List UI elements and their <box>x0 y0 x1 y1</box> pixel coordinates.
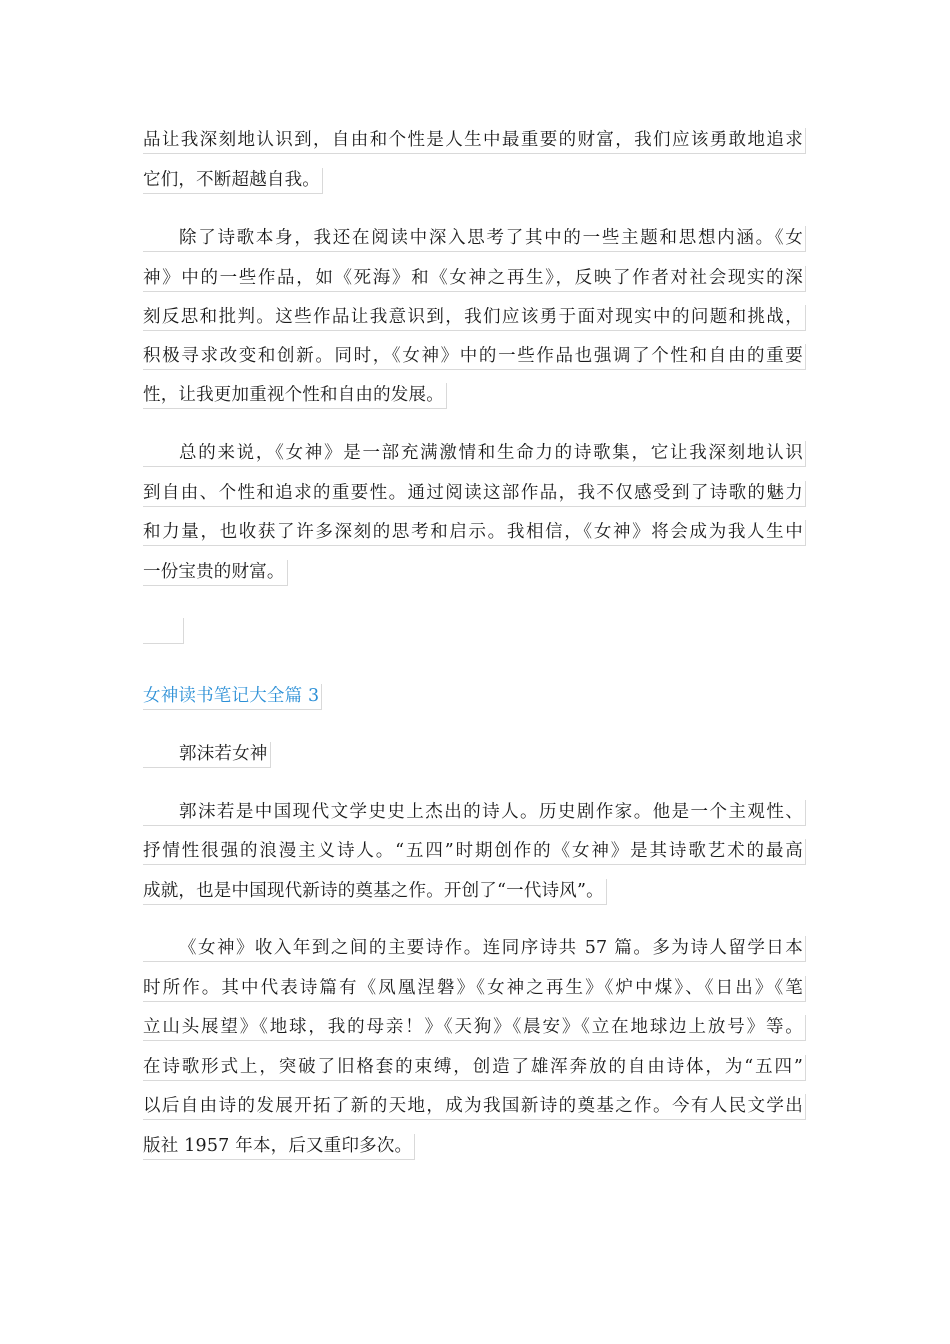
paragraph-first-line: 《女神》收入年到之间的主要诗作。连同序诗共 57 篇。多为诗人留学日本 <box>143 936 806 962</box>
text-line: 时所作。其中代表诗篇有《凤凰涅磐》《女神之再生》《炉中煤》、《日出》《笔 <box>143 976 806 1002</box>
text-line: 神》中的一些作品，如《死海》和《女神之再生》，反映了作者对社会现实的深 <box>143 266 806 292</box>
paragraph-first-line: 除了诗歌本身，我还在阅读中深入思考了其中的一些主题和思想内涵。《女 <box>143 226 806 252</box>
text-line: 积极寻求改变和创新。同时，《女神》中的一些作品也强调了个性和自由的重要 <box>143 344 806 370</box>
text-line: 在诗歌形式上，突破了旧格套的束缚，创造了雄浑奔放的自由诗体，为“五四” <box>143 1055 806 1081</box>
empty-line <box>143 618 184 644</box>
text-line: 一份宝贵的财富。 <box>143 560 288 586</box>
text-line: 版社 1957 年本，后又重印多次。 <box>143 1134 415 1160</box>
text-line: 成就，也是中国现代新诗的奠基之作。开创了“一代诗风”。 <box>143 879 607 905</box>
paragraph-first-line: 总的来说，《女神》是一部充满激情和生命力的诗歌集，它让我深刻地认识 <box>143 441 806 467</box>
text-line: 立山头展望》《地球，我的母亲！》《天狗》《晨安》《立在地球边上放号》等。 <box>143 1015 806 1041</box>
text-line: 性，让我更加重视个性和自由的发展。 <box>143 383 447 409</box>
section-heading: 女神读书笔记大全篇 3 <box>143 684 322 710</box>
paragraph-first-line: 郭沫若是中国现代文学史史上杰出的诗人。历史剧作家。他是一个主观性、 <box>143 800 806 826</box>
text-line: 刻反思和批判。这些作品让我意识到，我们应该勇于面对现实中的问题和挑战， <box>143 305 806 331</box>
text-line: 品让我深刻地认识到，自由和个性是人生中最重要的财富，我们应该勇敢地追求 <box>143 128 806 154</box>
text-line: 它们，不断超越自我。 <box>143 168 323 194</box>
text-line: 到自由、个性和追求的重要性。通过阅读这部作品，我不仅感受到了诗歌的魅力 <box>143 481 806 507</box>
text-line: 以后自由诗的发展开拓了新的天地，成为我国新诗的奠基之作。今有人民文学出 <box>143 1094 806 1120</box>
text-line: 和力量，也收获了许多深刻的思考和启示。我相信，《女神》将会成为我人生中 <box>143 520 806 546</box>
subheading: 郭沫若女神 <box>143 742 271 768</box>
text-line: 抒情性很强的浪漫主义诗人。“五四”时期创作的《女神》是其诗歌艺术的最高 <box>143 839 806 865</box>
